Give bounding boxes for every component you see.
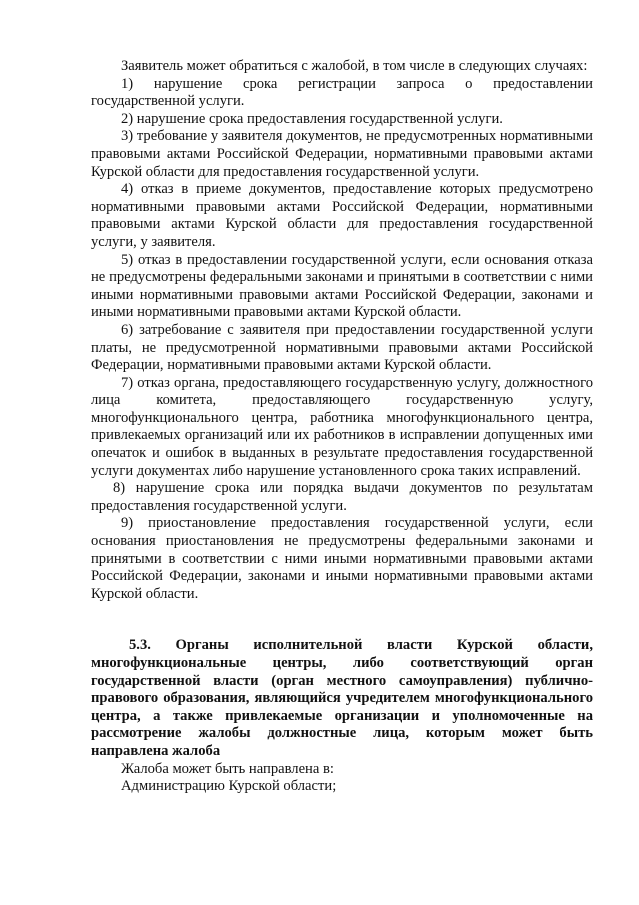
administration-line: Администрацию Курской области;	[121, 778, 337, 795]
list-item-5: 5) отказ в предоставлении государственной услуги, если основания отказа не предусмотрены федеральными законами и принятыми в соответствии с ними иными нормативными правовыми актами Российской Федерации, законами и иными нормативными правовыми актами Курской области.	[91, 251, 593, 321]
list-item-3: 3) требование у заявителя документов, не предусмотренных нормативными правовыми актами Российской Федерации, нормативными правовыми актами Курской области для предоставления государственной услуги.	[91, 128, 593, 180]
intro-paragraph: Заявитель может обратиться с жалобой, в том числе в следующих случаях:	[121, 58, 588, 74]
list-item-8: 8) нарушение срока или порядка выдачи документов по результатам предоставления государственной услуги.	[91, 480, 593, 514]
list-item-2: 2) нарушение срока предоставления государственной услуги.	[121, 110, 503, 127]
list-item-9: 9) приостановление предоставления государственной услуги, если основания приостановления не предусмотрены федеральными законами и принятыми в соответствии с ними иными нормативными правовыми актами Российской Федерации, законами и иными нормативными правовыми актами Курской области.	[91, 515, 593, 602]
list-item-7: 7) отказ органа, предоставляющего государственную услугу, должностного лица комитета, предоставляющего государственную услугу, многофункционального центра, работника многофункционального центра, привлекаемых организаций или их работников в исправлении допущенных ими опечаток и ошибок в выданных в результате предоставления государственной услуги документах либо нарушение установленного срока таких исправлений.	[91, 374, 593, 479]
complaint-destination-line: Жалоба может быть направлена в:	[121, 760, 334, 777]
list-item-1: 1) нарушение срока регистрации запроса о предоставлении государственной услуги.	[91, 75, 593, 110]
list-item-4: 4) отказ в приеме документов, предоставление которых предусмотрено нормативными правовыми актами Российской Федерации, нормативными правовыми актами Курской области для предоставления государственной услуги, у заявителя.	[91, 181, 593, 250]
list-item-6: 6) затребование с заявителя при предоставлении государственной услуги платы, не предусмотренной нормативными правовыми актами Российской Федерации, нормативными правовыми актами Курской области.	[91, 321, 593, 374]
section-heading-5-3: 5.3. Органы исполнительной власти Курской области, многофункциональные центры, либо соответствующий орган государственной власти (орган местного самоуправления) публично-правового образования, являющийся учредителем многофункционального центра, а также привлекаемые организации и уполномоченные на рассмотрение жалобы должностные лица, которым может быть направлена жалоба	[91, 637, 593, 759]
